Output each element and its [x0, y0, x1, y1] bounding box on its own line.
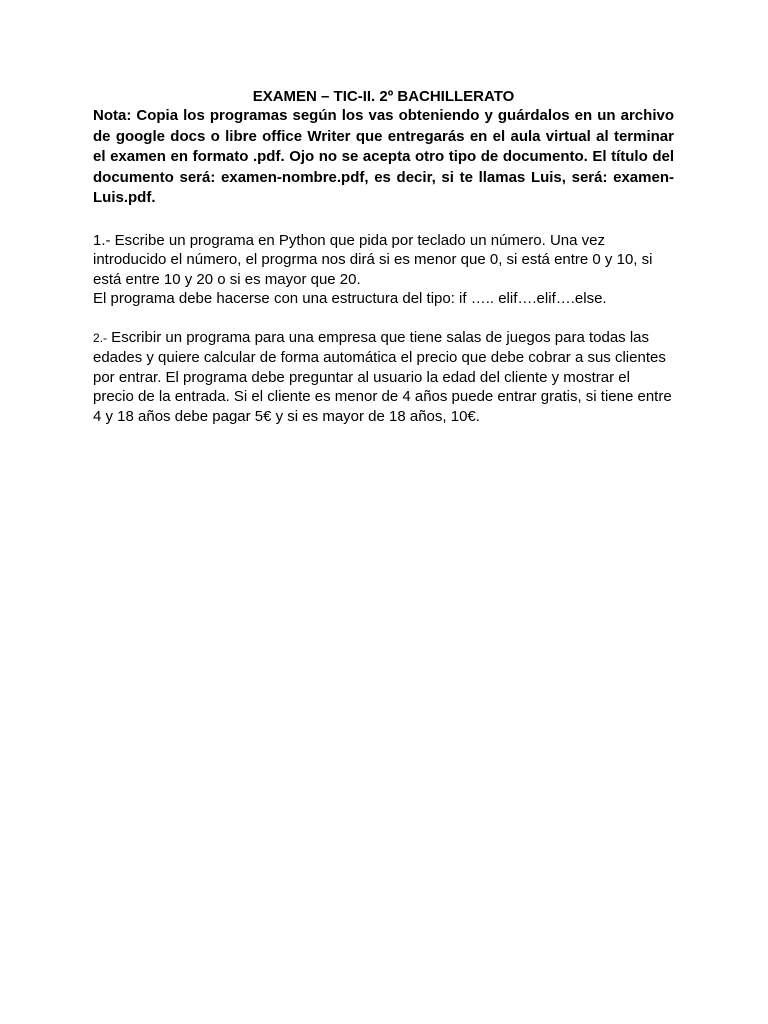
exercise-1-text: 1.- Escribe un programa en Python que pida por teclado un número. Una vez introducido el número, el progrma nos dirá si es menor que 0, si está entre 0 y 10, si está entre 10 y 20 o si es mayor que 20. [93, 231, 653, 288]
exercise-1-structure: El programa debe hacerse con una estructura del tipo: if ….. elif….elif….else. [93, 290, 607, 307]
exercise-2-text: Escribir un programa para una empresa que tiene salas de juegos para todas las edades y quiere calcular de forma automática el precio que debe cobrar a sus clientes por entrar. El programa debe preguntar al usuario la edad del cliente y mostrar el precio de la entrada. Si el cliente es menor de 4 años puede entrar gratis, si tiene entre 4 y 18 años debe pagar 5€ y si es mayor de 18 años, 10€. [93, 328, 672, 425]
exercise-2-number: 2.- [93, 330, 108, 345]
exam-note: Nota: Copia los programas según los vas obteniendo y guárdalos en un archivo de google docs o libre office Writer que entregarás en el aula virtual al terminar el examen en formato .pdf. Ojo no se acepta otro tipo de documento. El título del documento será: examen-nombre.pdf, es decir, si te llamas Luis, será: examen-Luis.pdf. [93, 107, 674, 206]
exam-title: EXAMEN – TIC-II. 2º BACHILLERATO [252, 88, 515, 105]
document-content [93, 87, 674, 426]
exercise-2 [93, 328, 674, 427]
exercise-1 [93, 231, 674, 309]
